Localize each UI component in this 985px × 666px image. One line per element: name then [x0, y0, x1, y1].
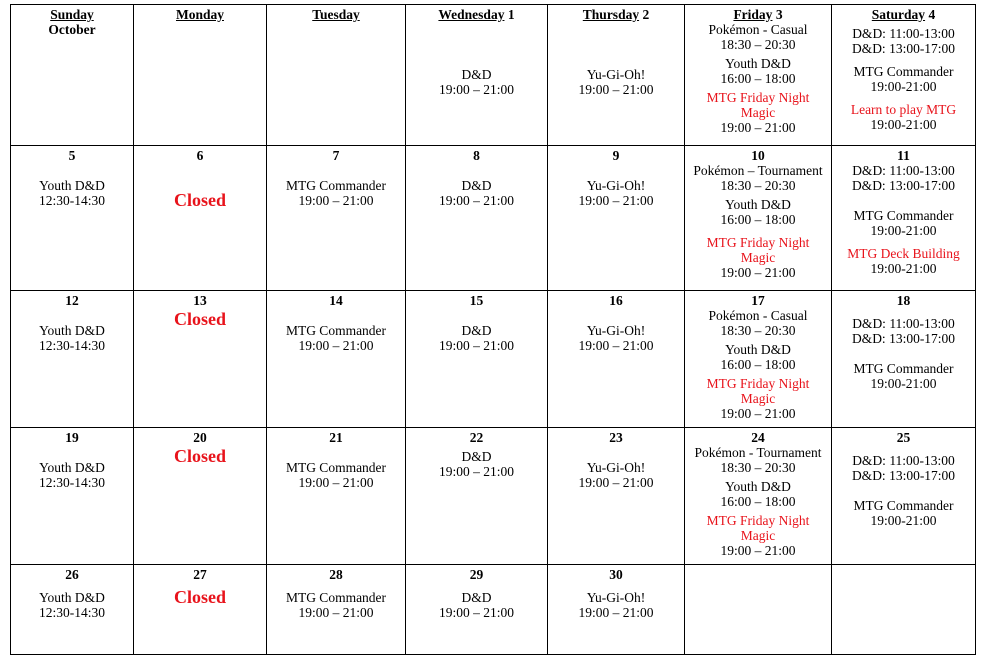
- week-row-3: [11, 291, 976, 428]
- week-row-2: [11, 146, 976, 291]
- day-cell-sunday-header: [11, 5, 134, 146]
- event-title: Pokémon – Tournament: [693, 163, 823, 178]
- event-time: 19:00-21:00: [870, 79, 937, 94]
- day-cell-17: [685, 291, 832, 428]
- day-cell-22: [406, 428, 548, 565]
- month-label: October: [48, 22, 96, 37]
- event-time: D&D: 11:00-13:00: [852, 316, 955, 331]
- calendar-table: [10, 4, 976, 655]
- event-time: D&D: 11:00-13:00: [852, 453, 955, 468]
- event-title: D&D: [461, 323, 492, 338]
- day-number: 29: [469, 567, 484, 582]
- event-title: Yu-Gi-Oh!: [586, 460, 646, 475]
- event-time: 19:00-21:00: [870, 223, 937, 238]
- event-time: 19:00 – 21:00: [578, 338, 654, 353]
- day-cell-3: [685, 5, 832, 146]
- event-title: Youth D&D: [39, 460, 105, 475]
- event-time: 19:00-21:00: [870, 261, 937, 276]
- day-number: 2: [642, 7, 650, 22]
- event-time: 19:00-21:00: [870, 117, 937, 132]
- day-cell-26: [11, 565, 134, 655]
- day-number: 20: [193, 430, 207, 445]
- event-time: D&D: 13:00-17:00: [851, 178, 956, 193]
- day-number: 25: [896, 430, 911, 445]
- event-time: 19:00 – 21:00: [720, 265, 796, 280]
- event-title: Youth D&D: [725, 342, 791, 357]
- event-title: D&D: [461, 178, 492, 193]
- event-time: D&D: 13:00-17:00: [851, 41, 956, 56]
- event-time: 18:30 – 20:30: [720, 37, 796, 52]
- day-cell-4: [832, 5, 976, 146]
- day-cell-21: [267, 428, 406, 565]
- day-number: 7: [332, 148, 340, 163]
- weekday-wednesday: Wednesday: [438, 7, 505, 22]
- event-title: Youth D&D: [725, 479, 791, 494]
- event-time: 19:00 – 21:00: [720, 120, 796, 135]
- event-title: MTG Commander: [853, 361, 954, 376]
- day-cell-30: [548, 565, 685, 655]
- event-time: 19:00 – 21:00: [298, 338, 374, 353]
- event-time: 19:00 – 21:00: [438, 605, 514, 620]
- day-cell-5: [11, 146, 134, 291]
- event-time: D&D: 13:00-17:00: [851, 468, 956, 483]
- weekday-friday: Friday: [733, 7, 773, 22]
- event-title-highlight: Magic: [740, 250, 776, 265]
- empty-day-cell: [832, 565, 976, 655]
- day-cell-16: [548, 291, 685, 428]
- day-cell-10: [685, 146, 832, 291]
- event-time: 19:00 – 21:00: [578, 193, 654, 208]
- event-time: 18:30 – 20:30: [720, 460, 796, 475]
- weekday-saturday: Saturday: [871, 7, 926, 22]
- day-cell-tuesday-header: [267, 5, 406, 146]
- day-number: 3: [775, 7, 783, 22]
- day-number: 6: [196, 148, 204, 163]
- day-cell-28: [267, 565, 406, 655]
- event-time: 19:00 – 21:00: [578, 605, 654, 620]
- event-time: 19:00 – 21:00: [438, 338, 514, 353]
- day-cell-monday-header: [134, 5, 267, 146]
- day-number: 19: [65, 430, 79, 445]
- day-cell-15: [406, 291, 548, 428]
- day-cell-12: [11, 291, 134, 428]
- day-number: 4: [928, 7, 936, 22]
- day-number: 23: [609, 430, 623, 445]
- event-time: 16:00 – 18:00: [720, 357, 796, 372]
- empty-day-cell: [685, 565, 832, 655]
- day-number: 5: [68, 148, 76, 163]
- event-title: Youth D&D: [725, 197, 791, 212]
- closed-label: Closed: [173, 587, 226, 607]
- day-number: 17: [751, 293, 765, 308]
- day-number: 24: [751, 430, 765, 445]
- day-number: 10: [751, 148, 765, 163]
- day-cell-6: [134, 146, 267, 291]
- event-title: MTG Commander: [285, 178, 387, 193]
- event-title-highlight: MTG Friday Night: [706, 235, 810, 250]
- weekday-thursday: Thursday: [582, 7, 640, 22]
- day-cell-27: [134, 565, 267, 655]
- event-title-highlight: Magic: [740, 391, 776, 406]
- event-time: 19:00 – 21:00: [438, 193, 514, 208]
- day-number: 11: [897, 148, 910, 163]
- event-title-highlight: MTG Friday Night: [706, 376, 810, 391]
- event-time: 16:00 – 18:00: [720, 71, 796, 86]
- week-row-5: [11, 565, 976, 655]
- day-number: 13: [193, 293, 207, 308]
- event-time: D&D: 11:00-13:00: [852, 163, 955, 178]
- day-number: 21: [329, 430, 343, 445]
- event-title-highlight: MTG Deck Building: [847, 246, 960, 261]
- closed-label: Closed: [173, 446, 226, 466]
- week-row-1: [11, 5, 976, 146]
- event-time: 19:00 – 21:00: [578, 475, 654, 490]
- event-title-highlight: Learn to play MTG: [850, 102, 957, 117]
- event-time: 19:00 – 21:00: [298, 605, 374, 620]
- event-time: D&D: 13:00-17:00: [851, 331, 956, 346]
- event-title: D&D: [461, 590, 492, 605]
- event-title: Youth D&D: [39, 590, 105, 605]
- event-title: MTG Commander: [285, 323, 387, 338]
- day-cell-24: [685, 428, 832, 565]
- day-cell-25: [832, 428, 976, 565]
- weekday-sunday: Sunday: [50, 7, 94, 22]
- event-time: 19:00 – 21:00: [298, 475, 374, 490]
- day-number: 15: [469, 293, 484, 308]
- event-title: D&D: [461, 449, 492, 464]
- day-number: 18: [896, 293, 911, 308]
- day-cell-11: [832, 146, 976, 291]
- event-title: D&D: [461, 67, 492, 82]
- event-title: Yu-Gi-Oh!: [586, 67, 646, 82]
- event-time: 12:30-14:30: [39, 605, 105, 620]
- event-title: Yu-Gi-Oh!: [586, 323, 646, 338]
- event-time: 19:00-21:00: [870, 513, 937, 528]
- event-title-highlight: Magic: [740, 528, 776, 543]
- event-title: MTG Commander: [853, 208, 954, 223]
- event-time: 12:30-14:30: [39, 193, 105, 208]
- day-cell-2: [548, 5, 685, 146]
- day-cell-23: [548, 428, 685, 565]
- day-number: 27: [193, 567, 207, 582]
- event-title: Pokémon - Casual: [708, 22, 808, 37]
- event-title-highlight: Magic: [740, 105, 776, 120]
- event-time: 18:30 – 20:30: [720, 178, 796, 193]
- event-time: 19:00 – 21:00: [578, 82, 654, 97]
- event-title-highlight: MTG Friday Night: [706, 513, 810, 528]
- event-time: 19:00-21:00: [870, 376, 937, 391]
- day-number: 9: [612, 148, 620, 163]
- day-cell-13: [134, 291, 267, 428]
- day-number: 12: [65, 293, 79, 308]
- event-title: Youth D&D: [39, 178, 105, 193]
- event-time: 18:30 – 20:30: [720, 323, 796, 338]
- event-time: 19:00 – 21:00: [720, 406, 796, 421]
- day-number: 8: [473, 148, 480, 163]
- day-number: 14: [329, 293, 343, 308]
- day-cell-19: [11, 428, 134, 565]
- day-number: 26: [65, 567, 79, 582]
- event-time: 12:30-14:30: [39, 338, 105, 353]
- event-time: 19:00 – 21:00: [298, 193, 374, 208]
- event-title: Youth D&D: [39, 323, 105, 338]
- event-title: Yu-Gi-Oh!: [586, 590, 646, 605]
- day-cell-14: [267, 291, 406, 428]
- day-number: 28: [329, 567, 343, 582]
- week-row-4: [11, 428, 976, 565]
- event-title-highlight: MTG Friday Night: [706, 90, 810, 105]
- event-title: MTG Commander: [853, 498, 954, 513]
- weekday-monday: Monday: [175, 7, 224, 22]
- event-title: MTG Commander: [285, 590, 387, 605]
- event-time: 16:00 – 18:00: [720, 212, 796, 227]
- weekday-tuesday: Tuesday: [312, 7, 360, 22]
- event-time: D&D: 11:00-13:00: [852, 26, 955, 41]
- day-cell-29: [406, 565, 548, 655]
- event-time: 19:00 – 21:00: [438, 464, 514, 479]
- event-title: Pokémon - Casual: [708, 308, 808, 323]
- event-title: MTG Commander: [853, 64, 954, 79]
- day-cell-20: [134, 428, 267, 565]
- event-time: 19:00 – 21:00: [720, 543, 796, 558]
- event-title: Youth D&D: [725, 56, 791, 71]
- event-time: 12:30-14:30: [39, 475, 105, 490]
- day-cell-1: [406, 5, 548, 146]
- event-title: MTG Commander: [285, 460, 387, 475]
- day-number: 16: [609, 293, 623, 308]
- day-cell-9: [548, 146, 685, 291]
- event-time: 16:00 – 18:00: [720, 494, 796, 509]
- event-time: 19:00 – 21:00: [438, 82, 514, 97]
- closed-label: Closed: [173, 309, 226, 329]
- day-number: 30: [609, 567, 623, 582]
- day-cell-8: [406, 146, 548, 291]
- day-cell-18: [832, 291, 976, 428]
- closed-label: Closed: [173, 190, 226, 210]
- day-number: 1: [507, 7, 515, 22]
- event-title: Pokémon - Tournament: [694, 445, 822, 460]
- event-title: Yu-Gi-Oh!: [586, 178, 646, 193]
- day-number: 22: [469, 430, 484, 445]
- day-cell-7: [267, 146, 406, 291]
